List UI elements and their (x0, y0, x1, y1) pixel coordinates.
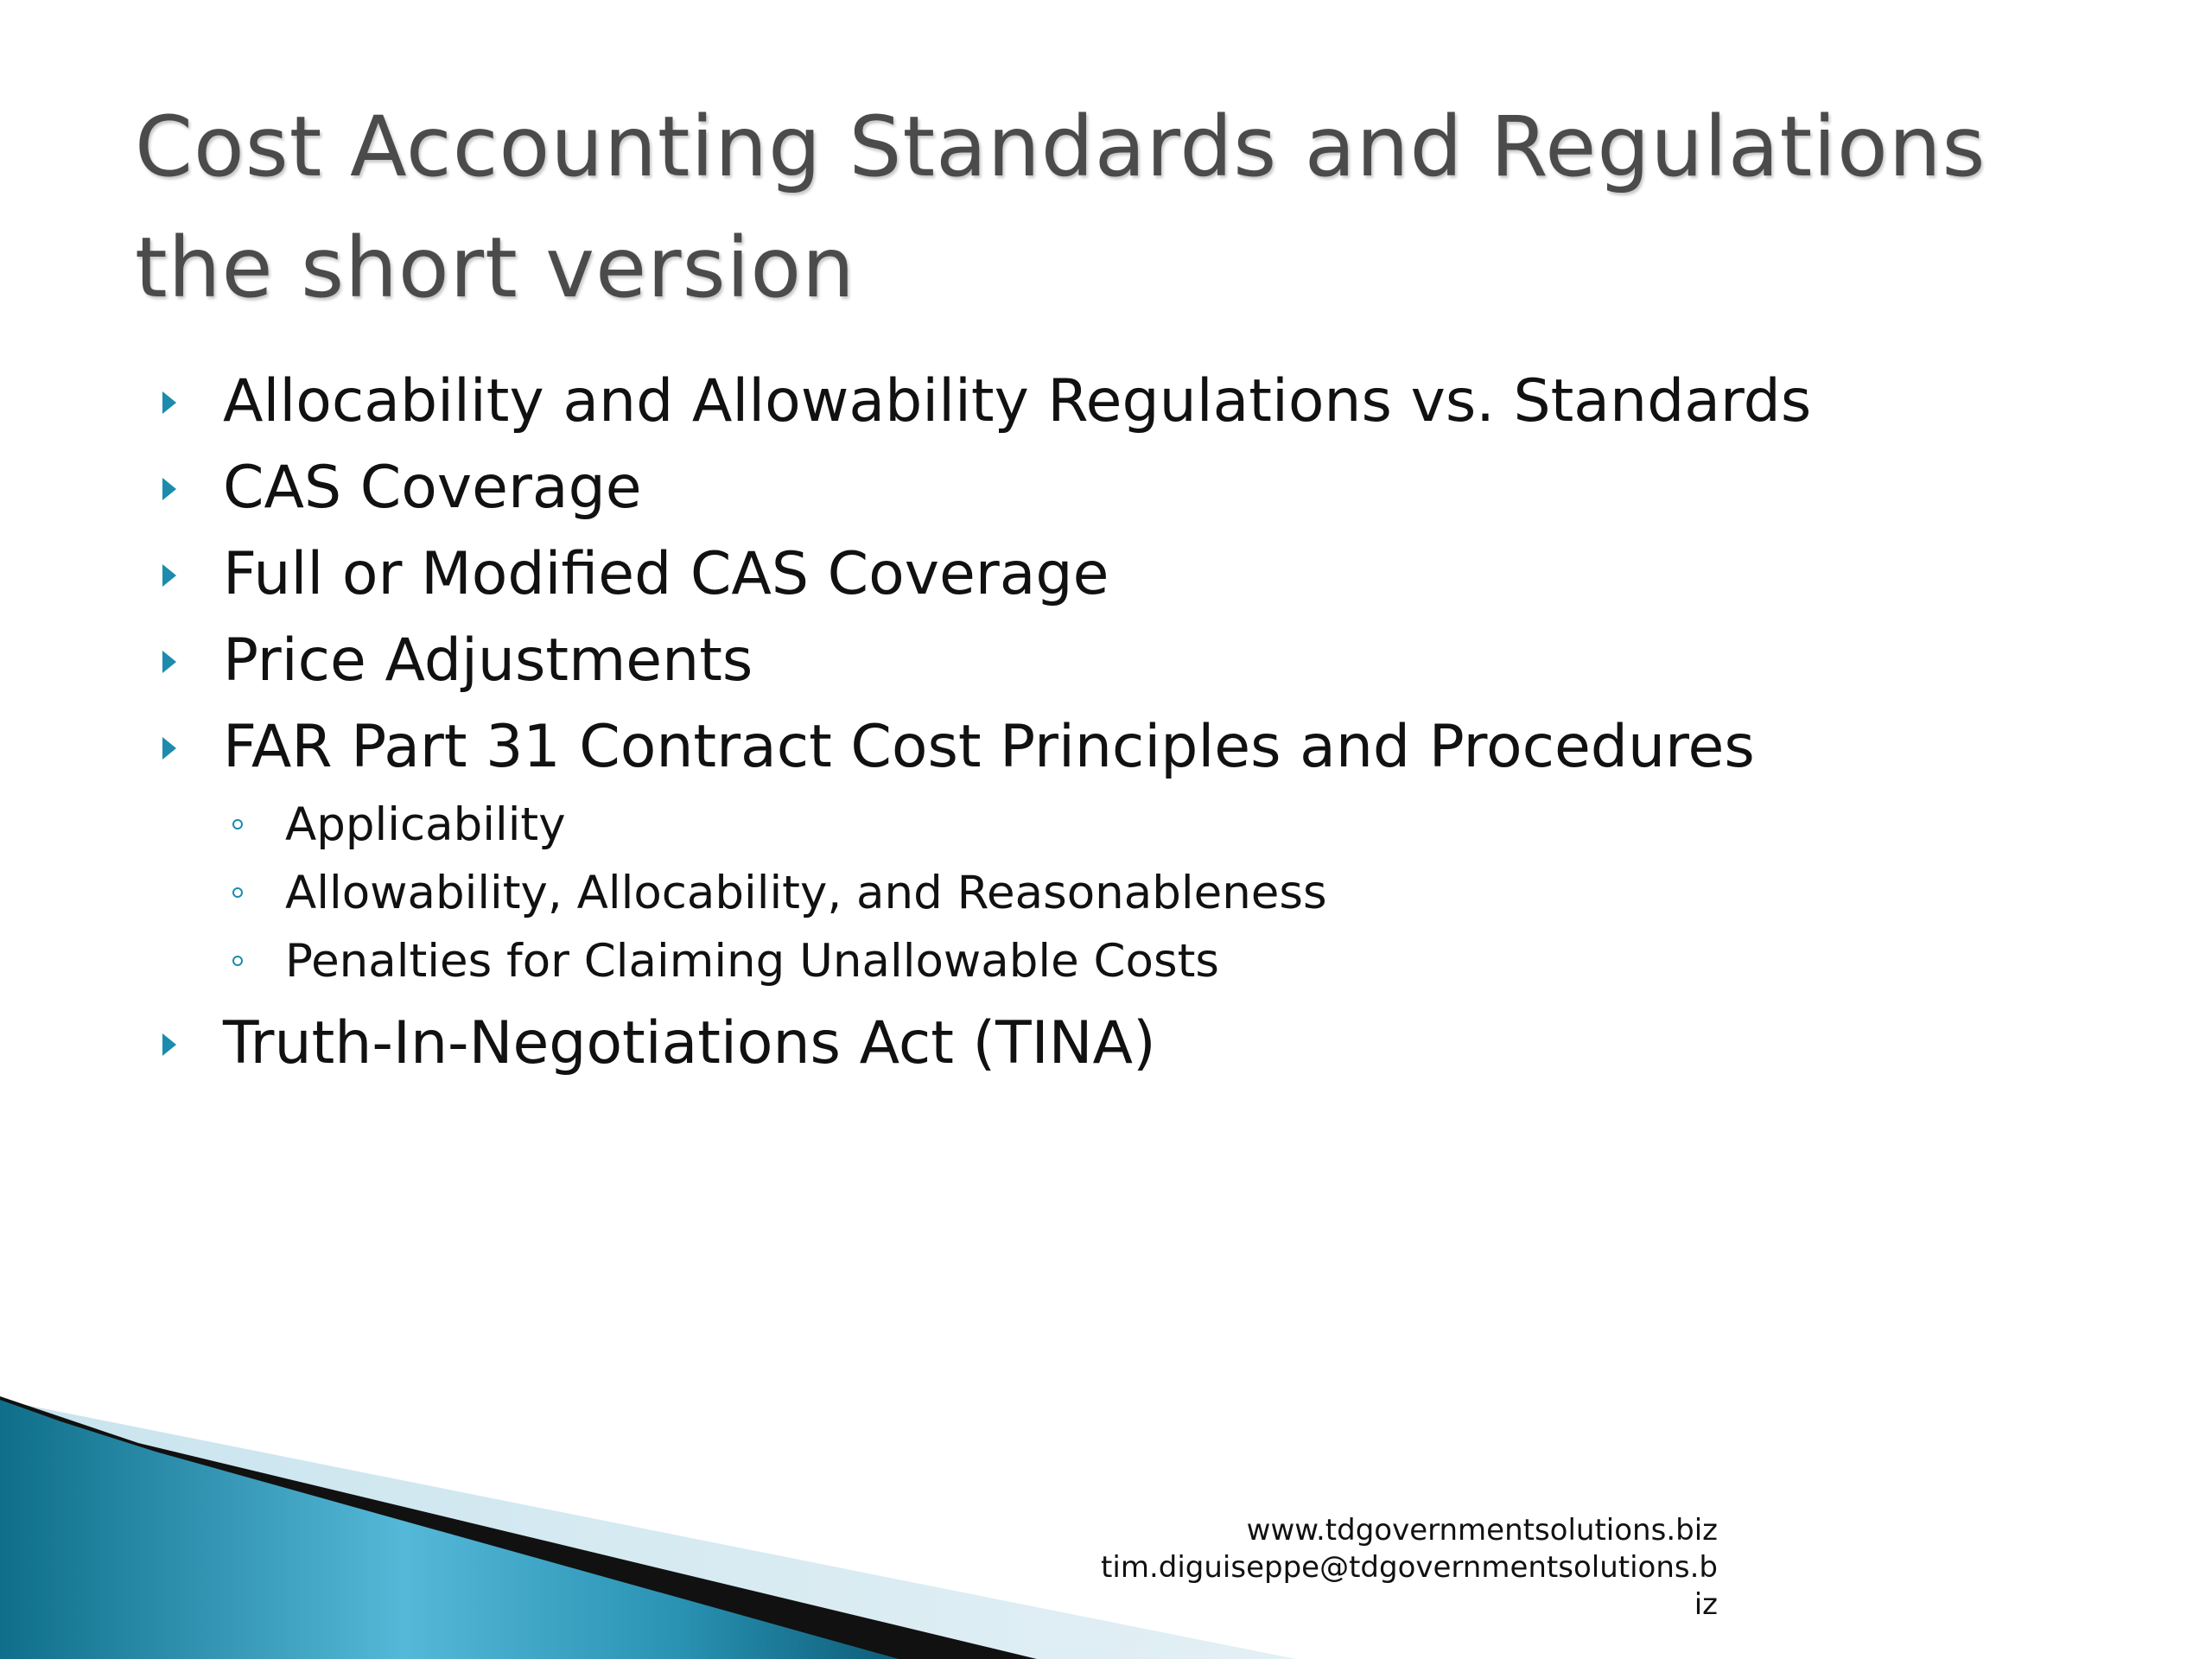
slide-title-line-1: Cost Accounting Standards and Regulations (135, 99, 1986, 195)
triangle-right-icon (162, 1033, 176, 1056)
sub-bullet-item (156, 791, 2056, 859)
sub-bullet-label: Penalties for Claiming Unallowable Costs (285, 935, 1219, 988)
triangle-right-icon (162, 478, 176, 500)
triangle-right-icon (162, 737, 176, 760)
footer-email-line-2: iz (1694, 1587, 1718, 1622)
bullet-item (156, 704, 2056, 791)
sub-bullet-item (156, 927, 2056, 995)
bullet-item (156, 359, 2056, 445)
footer-email-line-1: tim.diguiseppe@tdgovernmentsolutions.b (1101, 1550, 1718, 1585)
bullet-item (156, 531, 2056, 618)
footer-website: www.tdgovernmentsolutions.biz (1246, 1513, 1718, 1548)
sub-bullet-label: Allowability, Allocability, and Reasonableness (285, 867, 1327, 919)
footer-contact (1020, 1512, 1718, 1624)
bullet-label: Full or Modified CAS Coverage (223, 540, 1109, 608)
sub-bullet-list (156, 791, 2056, 995)
bullet-list (156, 359, 2056, 1087)
bullet-item (156, 1001, 2056, 1087)
hollow-circle-icon (232, 819, 243, 830)
bullet-label: Price Adjustments (223, 626, 753, 695)
sub-bullet-item (156, 859, 2056, 927)
bullet-label: CAS Coverage (223, 454, 642, 522)
sub-bullet-label: Applicability (285, 798, 566, 851)
slide-title (135, 86, 2122, 328)
bullet-label: FAR Part 31 Contract Cost Principles and Procedures (223, 713, 1755, 781)
hollow-circle-icon (232, 956, 243, 966)
bullet-label: Truth-In-Negotiations Act (TINA) (223, 1009, 1156, 1077)
bullet-label: Allocability and Allowability Regulations vs. Standards (223, 367, 1812, 435)
slide-title-line-2: the short version (135, 219, 855, 316)
triangle-right-icon (162, 651, 176, 673)
bullet-item (156, 445, 2056, 531)
triangle-right-icon (162, 391, 176, 414)
sub-bullet-group (156, 791, 2056, 995)
hollow-circle-icon (232, 887, 243, 898)
triangle-right-icon (162, 564, 176, 587)
bullet-item (156, 618, 2056, 704)
